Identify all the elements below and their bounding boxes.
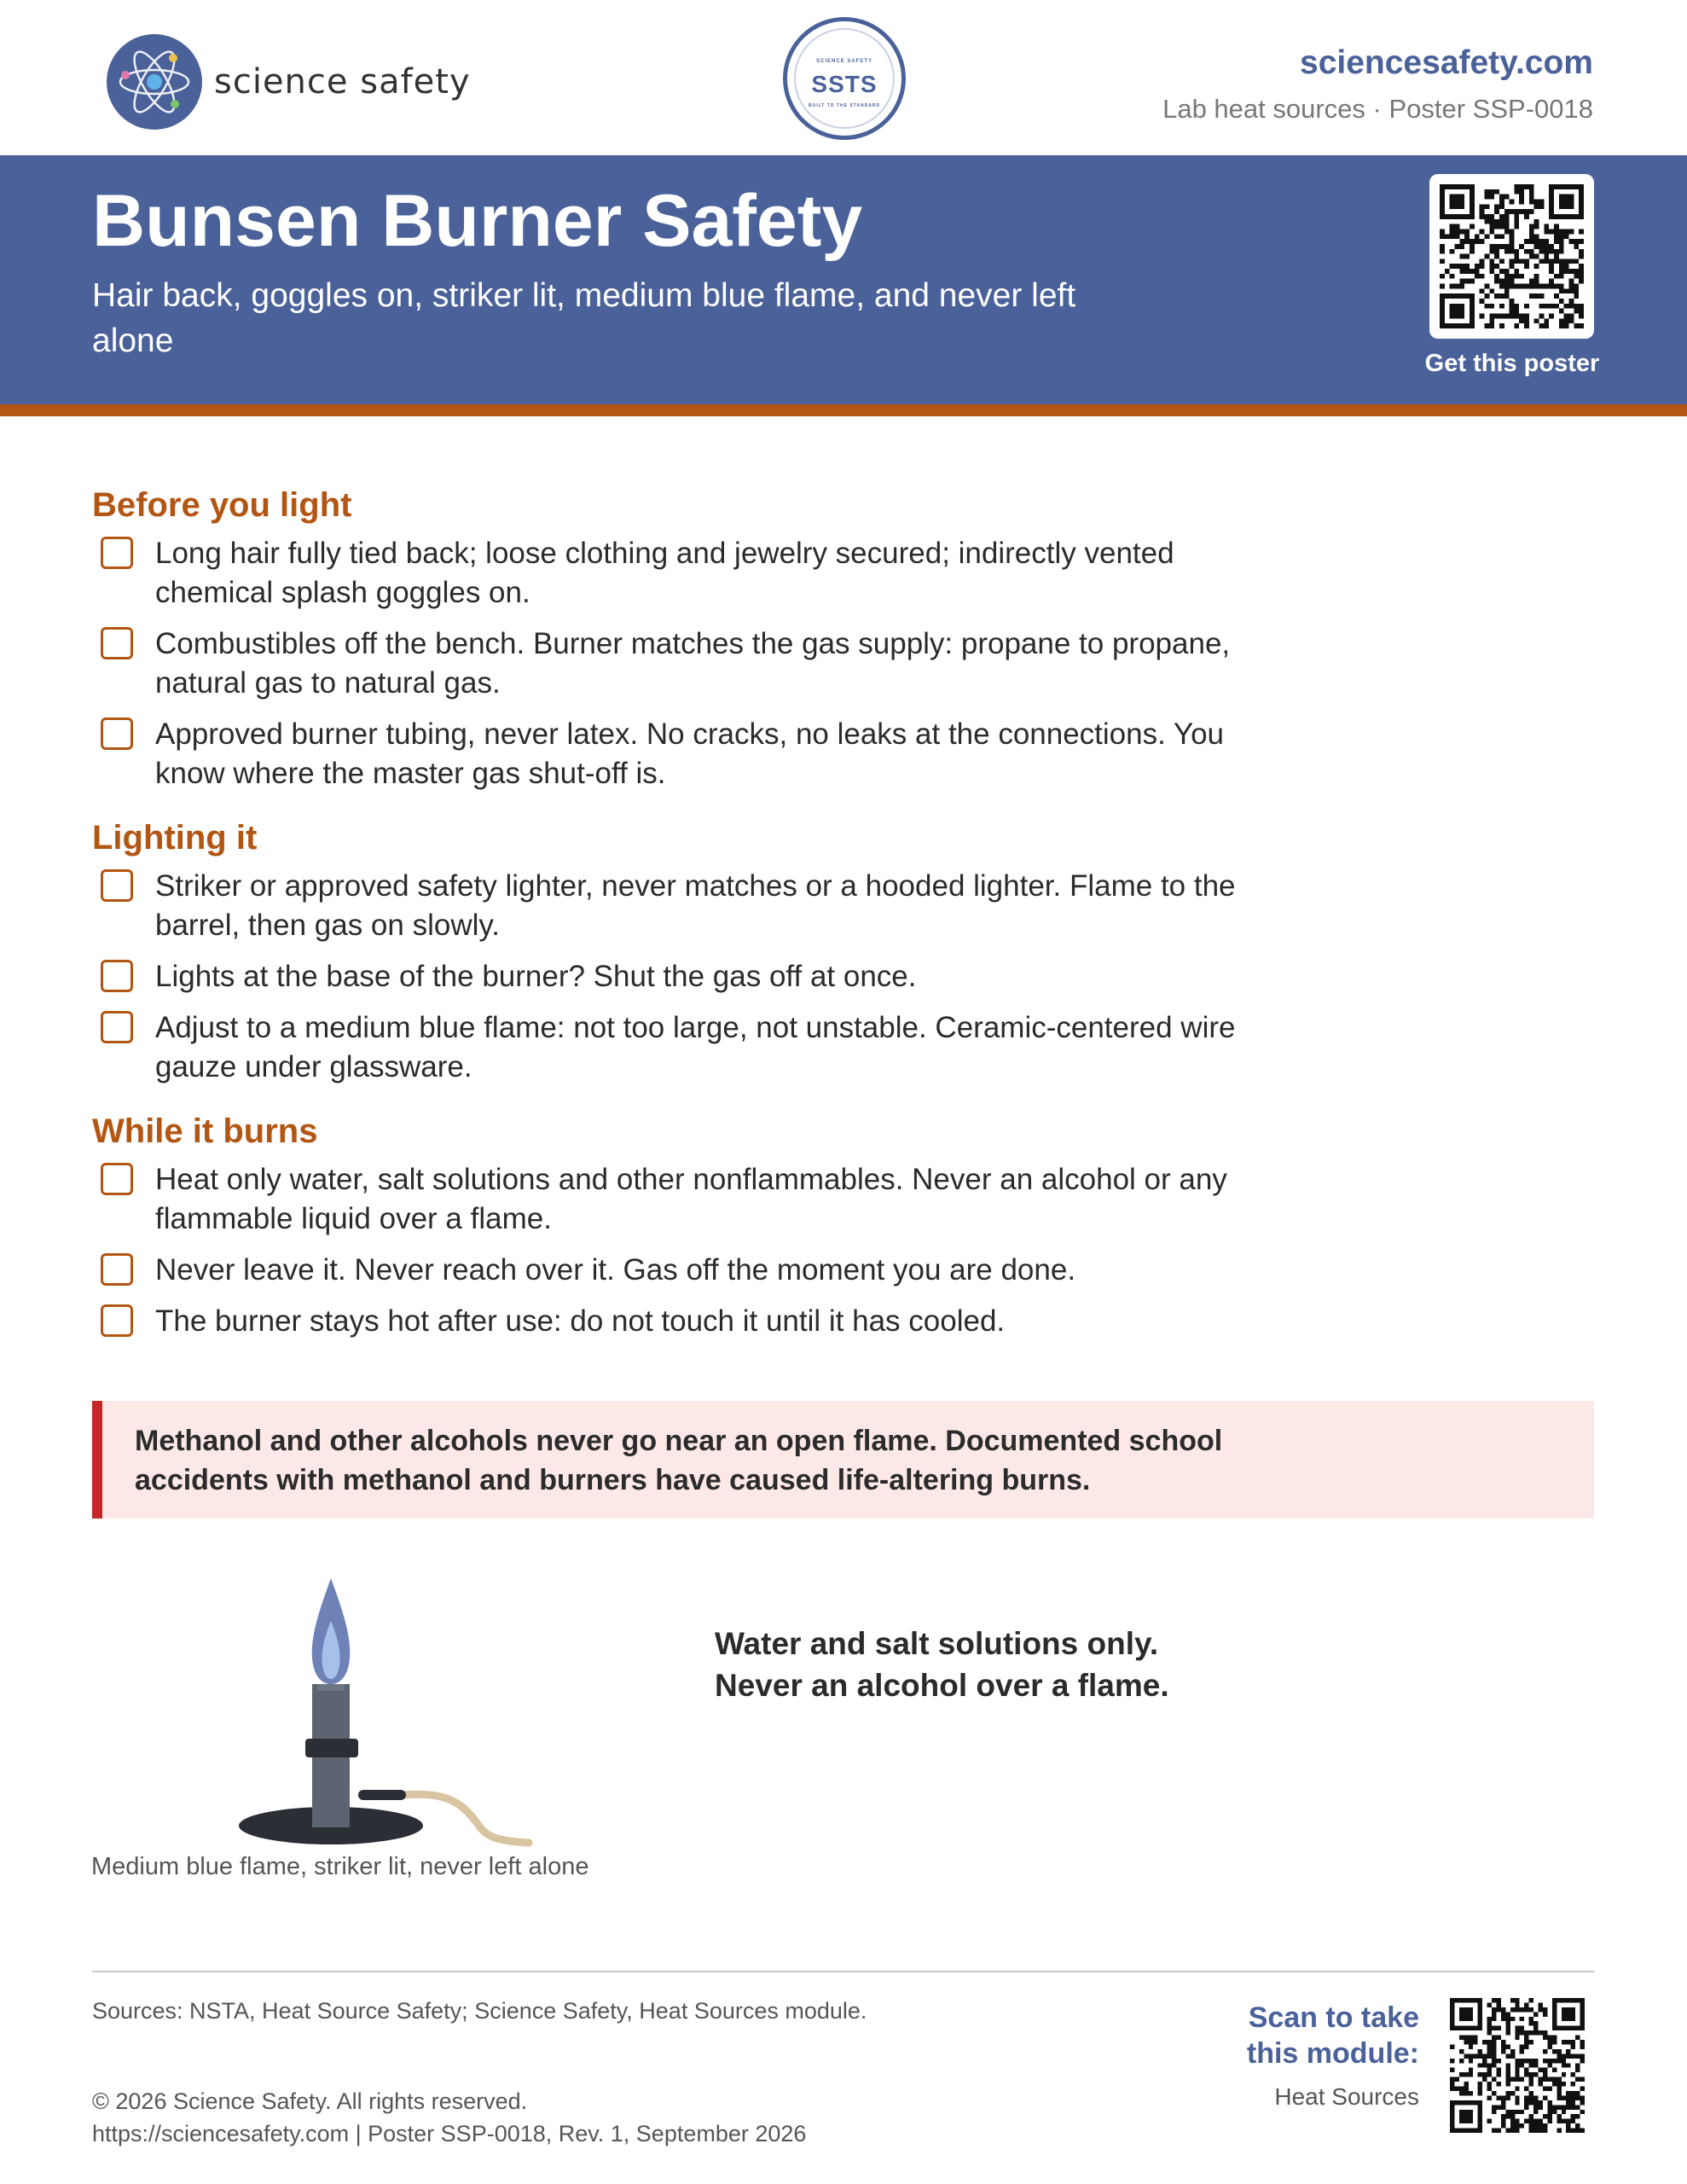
- checklist-item[interactable]: [92, 534, 1286, 613]
- footer-divider: [92, 1971, 1594, 1972]
- checklist-item-text: Heat only water, salt solutions and other nonflammables. Never an alcohol or any flammable liquid over a flame.: [155, 1163, 1227, 1235]
- qr-code-icon: [1450, 1998, 1585, 2133]
- checkbox[interactable]: [101, 717, 133, 750]
- checklist-item-text: Never leave it. Never reach over it. Gas off the moment you are done.: [155, 1253, 1076, 1287]
- section-while-it-burns: [92, 1107, 1286, 1341]
- revision-link[interactable]: https://sciencesafety.com | Poster SSP-0018, Rev. 1, September 2026: [92, 2121, 807, 2146]
- checklist-item[interactable]: [92, 624, 1286, 703]
- checklist-item-text: Approved burner tubing, never latex. No cracks, no leaks at the connections. You know where the master gas shut-off is.: [155, 717, 1224, 790]
- checklist: [92, 481, 1286, 1362]
- checkbox[interactable]: [101, 1011, 133, 1043]
- checkbox[interactable]: [101, 869, 133, 902]
- checklist-item-text: The burner stays hot after use: do not touch it until it has cooled.: [155, 1304, 1006, 1338]
- seal-bottom-text: BUILT TO THE STANDARD: [808, 103, 881, 108]
- checkbox[interactable]: [101, 627, 133, 659]
- checklist-item[interactable]: [92, 1008, 1286, 1087]
- flame-callout: [715, 1623, 1169, 1706]
- module-qr-code[interactable]: [1450, 1998, 1585, 2137]
- scan-heading: Scan to take this module:: [1246, 2001, 1419, 2070]
- checkbox[interactable]: [101, 1253, 133, 1286]
- ssts-seal: [783, 17, 906, 140]
- site-info: [1162, 44, 1593, 125]
- qr-caption: Get this poster: [1424, 350, 1600, 377]
- site-url-link[interactable]: sciencesafety.com: [1300, 44, 1593, 81]
- page-subtitle: Hair back, goggles on, striker lit, medium blue flame, and never left alone: [92, 277, 1076, 359]
- checklist-item[interactable]: [92, 715, 1286, 793]
- atom-icon: [107, 34, 202, 130]
- top-bar: [0, 0, 1687, 155]
- checklist-item-text: Adjust to a medium blue flame: not too large, not unstable. Ceramic-centered wire gauze under glassware.: [155, 1011, 1236, 1083]
- seal-main-text: SSTS: [811, 71, 878, 97]
- checklist-item[interactable]: [92, 957, 1286, 996]
- checklist-item-text: Combustibles off the bench. Burner matches the gas supply: propane to propane, natural gas to natural gas.: [155, 627, 1231, 700]
- banner-divider: [0, 404, 1687, 416]
- checklist-item[interactable]: [92, 1160, 1286, 1239]
- copyright-text: © 2026 Science Safety. All rights reserved.: [92, 2088, 528, 2114]
- section-heading: While it burns: [92, 1112, 318, 1150]
- checklist-item[interactable]: [92, 867, 1286, 945]
- checklist-item-text: Striker or approved safety lighter, never matches or a hooded lighter. Flame to the barrel, then gas on slowly.: [155, 869, 1236, 942]
- warning-text: Methanol and other alcohols never go near an open flame. Documented school accidents with methanol and burners have caused life-altering burns.: [135, 1425, 1223, 1496]
- checkbox[interactable]: [101, 1304, 133, 1337]
- footer-copyright: [92, 2085, 806, 2150]
- section-heading: Lighting it: [92, 819, 258, 857]
- section-heading: Before you light: [92, 486, 352, 524]
- page-title: Bunsen Burner Safety: [92, 180, 863, 262]
- poster-qr-code[interactable]: [1429, 174, 1594, 339]
- scan-module: [1232, 2000, 1419, 2111]
- illustration-caption: Medium blue flame, striker lit, never left alone: [91, 1853, 589, 1880]
- checklist-item[interactable]: [92, 1302, 1286, 1341]
- science-safety-logo[interactable]: [107, 34, 471, 130]
- poster-id: Lab heat sources · Poster SSP-0018: [1162, 94, 1593, 124]
- checkbox[interactable]: [101, 1163, 133, 1195]
- seal-inner-ring: [794, 28, 895, 129]
- section-before-you-light: [92, 481, 1286, 793]
- bunsen-burner-icon: [230, 1577, 537, 1850]
- warning-callout: [92, 1401, 1594, 1519]
- callout-line-2: Never an alcohol over a flame.: [715, 1668, 1169, 1703]
- section-lighting-it: [92, 814, 1286, 1087]
- logo-text: science safety: [214, 62, 471, 102]
- bunsen-burner-illustration: [230, 1577, 537, 1854]
- scan-module-name: Heat Sources: [1274, 2083, 1419, 2110]
- checkbox[interactable]: [101, 537, 133, 569]
- checklist-item-text: Long hair fully tied back; loose clothing and jewelry secured; indirectly vented chemical splash goggles on.: [155, 537, 1174, 609]
- checklist-item-text: Lights at the base of the burner? Shut the gas off at once.: [155, 960, 917, 993]
- checkbox[interactable]: [101, 960, 133, 992]
- sources-text: Sources: NSTA, Heat Source Safety; Science Safety, Heat Sources module.: [92, 1998, 867, 2024]
- checklist-item[interactable]: [92, 1251, 1286, 1290]
- qr-code-icon: [1440, 184, 1584, 328]
- seal-top-text: SCIENCE SAFETY: [815, 59, 872, 64]
- callout-line-1: Water and salt solutions only.: [715, 1626, 1159, 1661]
